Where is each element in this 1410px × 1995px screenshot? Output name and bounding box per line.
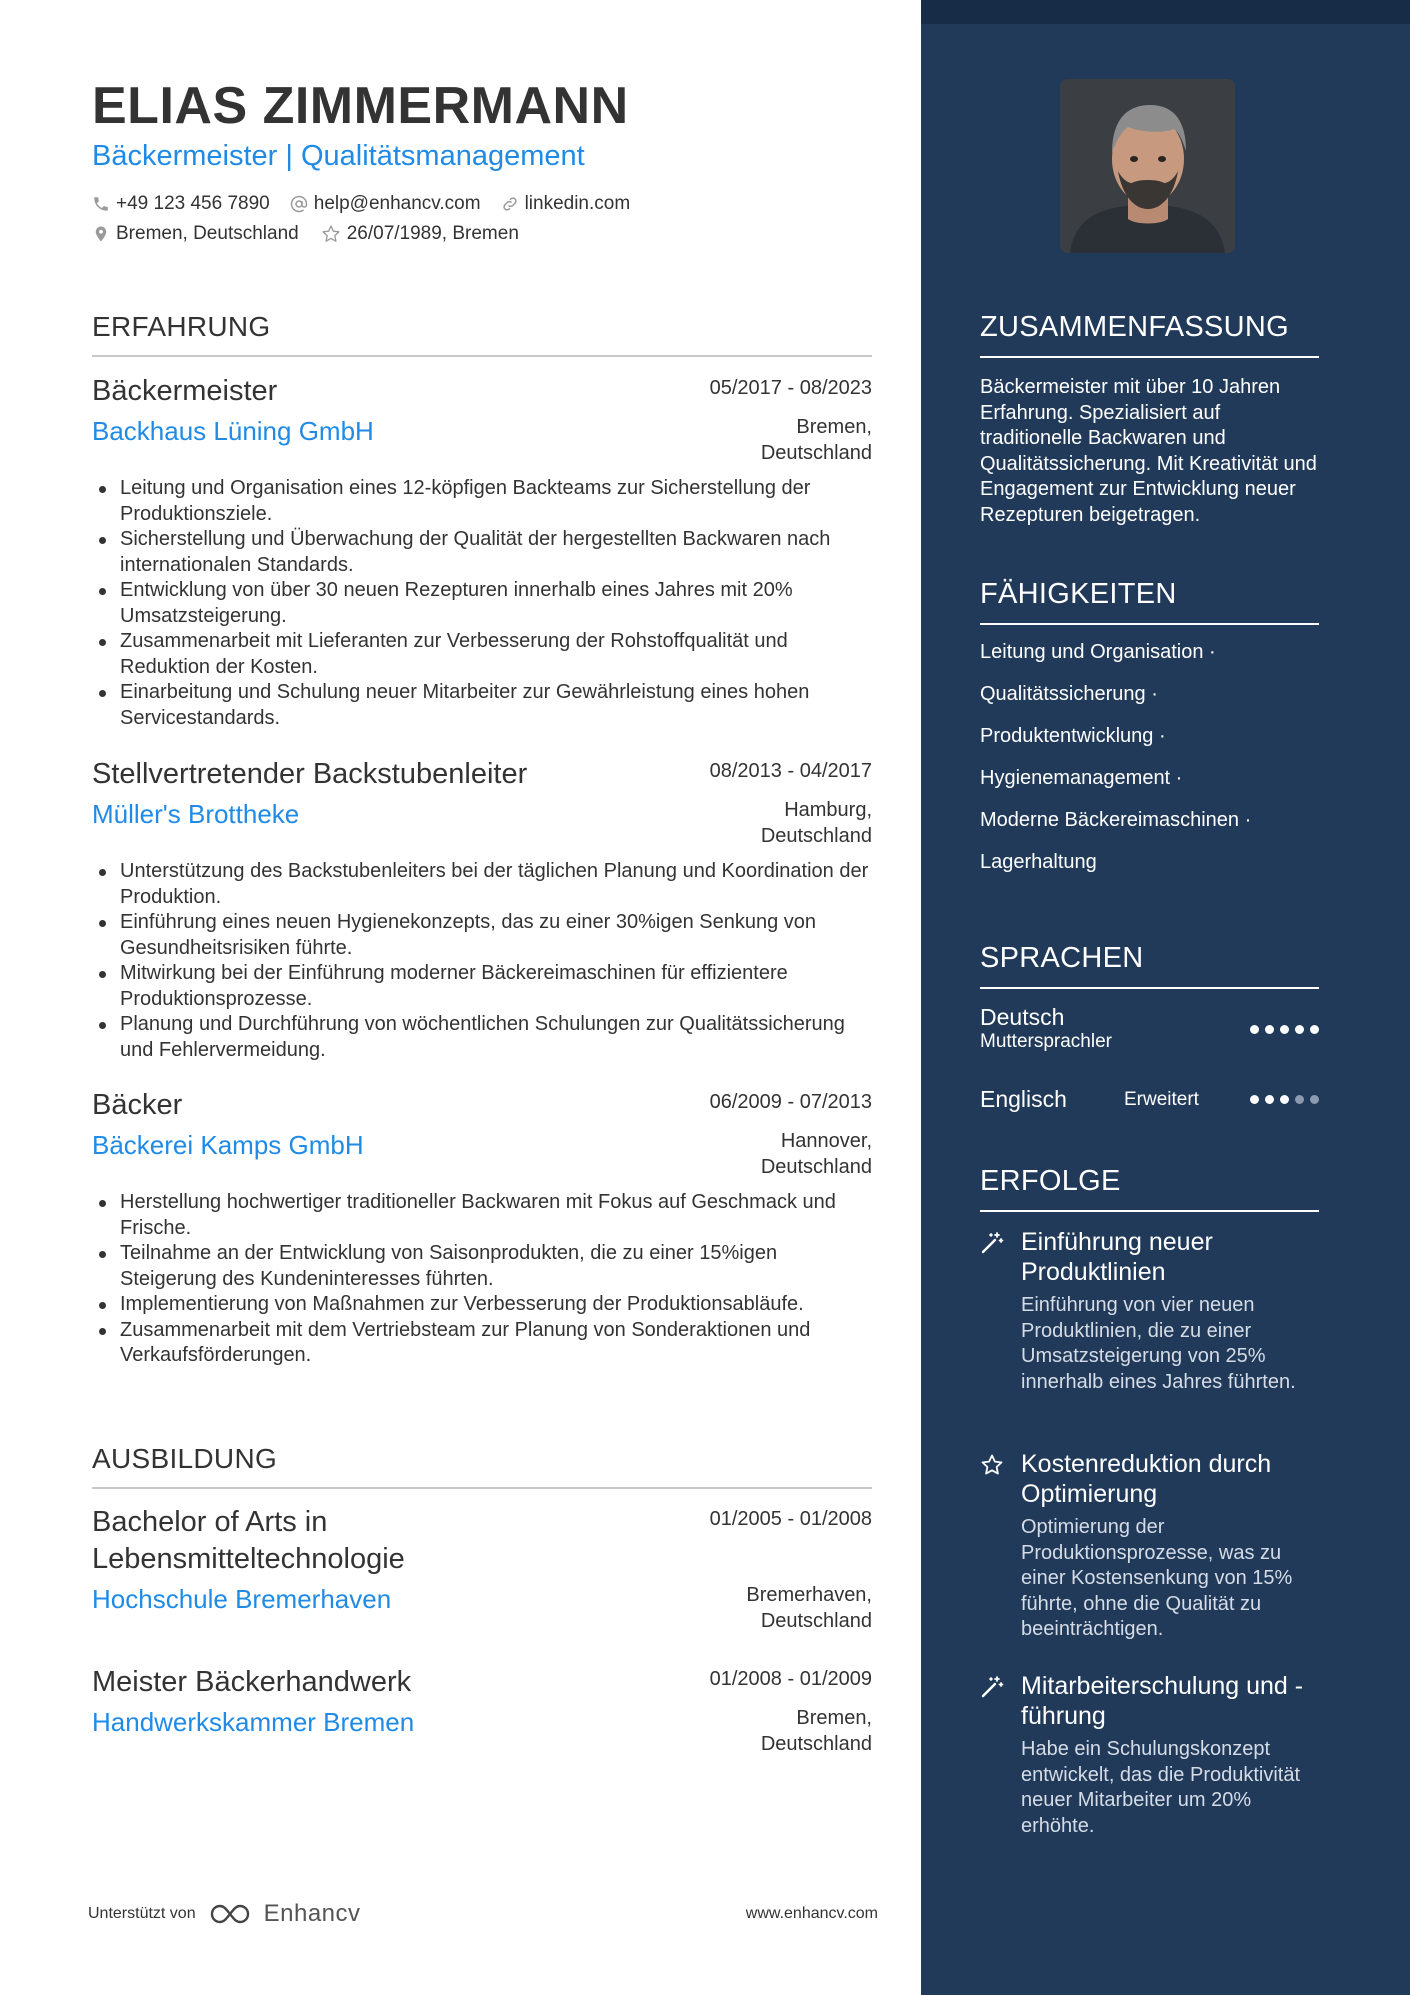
job-bullet: Leitung und Organisation eines 12-köpfigen Backteams zur Sicherstellung der Produktionsziele. (92, 476, 872, 527)
sidebar-top-bar (921, 0, 1410, 24)
contact-birth (321, 223, 519, 245)
rating-dot-filled (1295, 1025, 1304, 1034)
magic-wand-icon (980, 1675, 1004, 1699)
job-city: Hamburg, (784, 799, 872, 821)
contact-email[interactable] (290, 193, 481, 215)
job-title: Bäckermeister (92, 375, 278, 407)
language-item (980, 1086, 1319, 1113)
job-bullet: Entwicklung von über 30 neuen Rezepturen innerhalb eines Jahres mit 20% Umsatzsteigerung. (92, 578, 872, 629)
rating-dot-filled (1250, 1025, 1259, 1034)
skill-item: Leitung und Organisation · (980, 641, 1216, 663)
skills-section-title: FÄHIGKEITEN (980, 578, 1319, 625)
skill-item: Lagerhaltung (980, 851, 1097, 873)
job-location (761, 414, 872, 466)
experience-section-title: ERFAHRUNG (92, 311, 872, 357)
footer-powered (88, 1900, 361, 1928)
experience-entry (92, 1087, 872, 1369)
skill-item: Hygienemanagement · (980, 767, 1183, 789)
job-title: Stellvertretender Backstubenleiter (92, 758, 528, 790)
contact-row-2 (92, 223, 539, 245)
language-level: Muttersprachler (980, 1031, 1112, 1052)
location-text: Bremen, Deutschland (116, 223, 299, 244)
skill-item: Moderne Bäckereimaschinen · (980, 809, 1252, 831)
degree-line: Lebensmitteltechnologie (92, 1543, 405, 1575)
link-icon (501, 195, 519, 213)
contact-linkedin[interactable] (501, 193, 631, 215)
rating-dot-filled (1310, 1025, 1319, 1034)
achievement-title: Kostenreduktion durch Optimierung (1021, 1450, 1272, 1508)
job-date: 05/2017 - 08/2023 (709, 377, 872, 399)
job-bullet: Implementierung von Maßnahmen zur Verbesserung der Produktionsabläufe. (92, 1292, 872, 1318)
summary-section-title: ZUSAMMENFASSUNG (980, 311, 1319, 358)
profile-photo-portrait (1060, 79, 1235, 253)
rating-dot-empty (1310, 1095, 1319, 1104)
location-pin-icon (92, 224, 110, 244)
achievements-section-title: ERFOLGE (980, 1165, 1319, 1212)
job-bullet: Herstellung hochwertiger traditioneller Backwaren mit Fokus auf Geschmack und Frische. (92, 1190, 872, 1241)
language-item (980, 1004, 1319, 1053)
language-rating (1250, 1025, 1319, 1034)
language-rating (1250, 1095, 1319, 1104)
job-company: Bäckerei Kamps GmbH (92, 1130, 364, 1160)
school-country: Deutschland (760, 1610, 872, 1632)
job-bullet: Einarbeitung und Schulung neuer Mitarbeiter zur Gewährleistung eines hohen Servicestandards. (92, 680, 872, 731)
linkedin-url[interactable]: linkedin.com (524, 193, 631, 214)
footer-brand: Enhancv (263, 1900, 361, 1927)
job-bullet: Einführung eines neuen Hygienekonzepts, das zu einer 30%igen Senkung von Gesundheitsrisiken führte. (92, 910, 872, 961)
phone-number: +49 123 456 7890 (116, 193, 270, 214)
rating-dot-empty (1295, 1095, 1304, 1104)
birth-text: 26/07/1989, Bremen (346, 223, 519, 244)
education-date: 01/2005 - 01/2008 (709, 1508, 872, 1530)
powered-by-text: Unterstützt von (88, 1905, 196, 1922)
job-country: Deutschland (760, 825, 872, 847)
star-outline-icon (321, 224, 341, 244)
job-bullets (92, 476, 872, 731)
job-city: Bremen, (796, 416, 872, 438)
school-location (746, 1582, 872, 1634)
at-sign-icon (290, 195, 308, 213)
language-level: Erweitert (1124, 1089, 1199, 1110)
rating-dot-filled (1265, 1095, 1274, 1104)
summary-text: Bäckermeister mit über 10 Jahren Erfahrung. Spezialisiert auf traditionelle Backwaren und Qualitätssicherung. Mit Kreativität und Engagement zur Entwicklung neuer Rezepturen beigetragen. (980, 376, 1317, 526)
achievement-desc: Einführung von vier neuen Produktlinien, die zu einer Umsatzsteigerung von 25% innerhalb eines Jahres führten. (1021, 1294, 1296, 1393)
job-bullet: Unterstützung des Backstubenleiters bei der täglichen Planung und Koordination der Produktion. (92, 859, 872, 910)
resume-sidebar (921, 0, 1410, 1995)
language-name: Englisch (980, 1086, 1067, 1112)
phone-icon (92, 195, 110, 213)
school-city: Bremerhaven, (746, 1584, 872, 1606)
job-city: Hannover, (780, 1130, 872, 1152)
achievement-desc: Habe ein Schulungskonzept entwickelt, das die Produktivität neuer Mitarbeiter um 20% erhöhte. (1021, 1738, 1301, 1837)
job-bullet: Teilnahme an der Entwicklung von Saisonprodukten, die zu einer 15%igen Steigerung des Kundeninteresses führten. (92, 1241, 872, 1292)
school-country: Deutschland (760, 1733, 872, 1755)
job-bullet: Planung und Durchführung von wöchentlichen Schulungen zur Qualitätssicherung und Fehlervermeidung. (92, 1012, 872, 1063)
job-location (761, 1128, 872, 1180)
rating-dot-filled (1280, 1095, 1289, 1104)
job-bullet: Mitwirkung bei der Einführung moderner Bäckereimaschinen für effizientere Produktionsprozesse. (92, 961, 872, 1012)
job-company: Backhaus Lüning GmbH (92, 416, 374, 446)
job-bullets (92, 859, 872, 1063)
education-entry (92, 1504, 872, 1634)
footer (88, 1900, 878, 1928)
education-date: 01/2008 - 01/2009 (709, 1668, 872, 1690)
email-address[interactable]: help@enhancv.com (313, 193, 481, 214)
degree-line: Bachelor of Arts in (92, 1506, 328, 1538)
job-bullet: Zusammenarbeit mit Lieferanten zur Verbesserung der Rohstoffqualität und Reduktion der Kosten. (92, 629, 872, 680)
contact-row-1 (92, 193, 650, 215)
degree-title (92, 1504, 405, 1578)
contact-location (92, 223, 299, 245)
school-name: Hochschule Bremerhaven (92, 1584, 392, 1614)
education-entry (92, 1664, 872, 1757)
languages-section-title: SPRACHEN (980, 942, 1319, 989)
contact-phone (92, 193, 270, 215)
job-date: 08/2013 - 04/2017 (709, 760, 872, 782)
rating-dot-filled (1265, 1025, 1274, 1034)
job-date: 06/2009 - 07/2013 (709, 1091, 872, 1113)
rating-dot-filled (1280, 1025, 1289, 1034)
achievement-desc: Optimierung der Produktionsprozesse, was zu einer Kostensenkung von 15% führte, ohne die Qualität zu beeinträchtigen. (1021, 1516, 1293, 1640)
education-section-title: AUSBILDUNG (92, 1443, 872, 1489)
job-bullet: Zusammenarbeit mit dem Vertriebsteam zur Planung von Sonderaktionen und Verkaufsförderungen. (92, 1318, 872, 1369)
experience-entry (92, 756, 872, 1063)
magic-wand-icon (980, 1231, 1004, 1255)
job-company: Müller's Brottheke (92, 799, 300, 829)
footer-url[interactable]: www.enhancv.com (745, 1905, 878, 1922)
job-bullets (92, 1190, 872, 1369)
degree-title: Meister Bäckerhandwerk (92, 1666, 412, 1698)
achievement-item (980, 1227, 1319, 1395)
star-icon (980, 1453, 1004, 1477)
skill-item: Qualitätssicherung · (980, 683, 1158, 705)
candidate-name: ELIAS ZIMMERMANN (92, 77, 629, 135)
language-name: Deutsch (980, 1004, 1065, 1030)
achievement-item (980, 1671, 1319, 1839)
job-title: Bäcker (92, 1089, 183, 1121)
job-country: Deutschland (760, 442, 872, 464)
job-bullet: Sicherstellung und Überwachung der Qualität der hergestellten Backwaren nach internationalen Standards. (92, 527, 872, 578)
skill-item: Produktentwicklung · (980, 725, 1166, 747)
achievement-item (980, 1449, 1319, 1643)
school-location (761, 1705, 872, 1757)
school-city: Bremen, (796, 1707, 872, 1729)
job-location (761, 797, 872, 849)
experience-entry (92, 373, 872, 731)
school-name: Handwerkskammer Bremen (92, 1707, 415, 1737)
profile-photo (1060, 79, 1235, 253)
candidate-headline: Bäckermeister | Qualitätsmanagement (92, 140, 585, 172)
achievement-title: Einführung neuer Produktlinien (1021, 1228, 1213, 1286)
achievement-title: Mitarbeiterschulung und -führung (1021, 1672, 1304, 1730)
job-country: Deutschland (760, 1156, 872, 1178)
enhancv-logo-icon (208, 1901, 256, 1927)
rating-dot-filled (1250, 1095, 1259, 1104)
